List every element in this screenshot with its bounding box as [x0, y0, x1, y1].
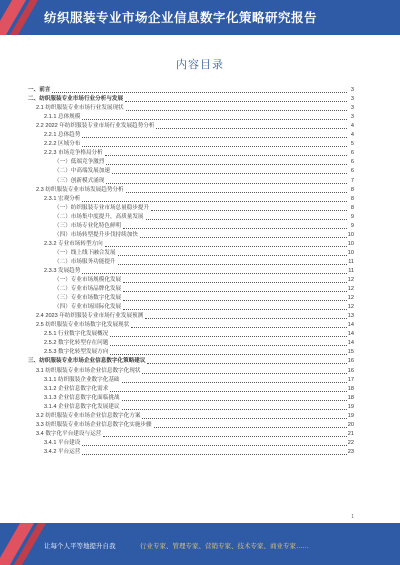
toc-entry-page: 3 — [350, 96, 354, 103]
toc-leader-dots — [106, 182, 347, 184]
toc-entry[interactable] — [28, 285, 354, 294]
toc-entry-page: 17 — [347, 376, 354, 383]
toc-entry[interactable] — [28, 176, 354, 185]
toc-entry[interactable] — [28, 366, 354, 375]
toc-entry-label: （三）市场专业化特色鲜明 — [54, 222, 122, 229]
toc-entry-label: 2.2 2022 年纺织服装专业市场行业发展趋势分析 — [36, 123, 155, 130]
toc-leader-dots — [82, 272, 347, 274]
toc-entry-label: 2.2.2 区域分布 — [44, 141, 81, 148]
toc-leader-dots — [82, 444, 346, 446]
toc-entry-label: 二、纺织服装专业市场行业分析与发展 — [28, 96, 124, 103]
toc-entry-label: （一）线上线下融合发展 — [54, 249, 116, 256]
toc-leader-dots — [82, 136, 347, 138]
toc-entry[interactable] — [28, 204, 354, 213]
toc-entry-page: 12 — [347, 295, 354, 302]
toc-leader-dots — [126, 109, 347, 111]
toc-entry-page: 12 — [347, 277, 354, 284]
toc-entry-label: 2.3 纺织服装专业市场发展趋势分析 — [36, 186, 124, 193]
toc-entry-label: （二）中高端发展加速 — [54, 168, 110, 175]
toc-entry[interactable] — [28, 167, 354, 176]
toc-leader-dots — [110, 335, 346, 337]
toc-entry[interactable] — [28, 448, 354, 457]
toc-entry-label: 2.1 纺织服装专业市场行业发展现状 — [36, 105, 124, 112]
toc-entry-page: 18 — [347, 394, 354, 401]
toc-entry-label: （一）专业市场规模化发展 — [54, 277, 122, 284]
toc-leader-dots — [122, 408, 347, 410]
toc-entry-page: 14 — [347, 340, 354, 347]
toc-leader-dots — [52, 91, 347, 93]
toc-entry-label: （一）低端竞争激烈 — [54, 159, 105, 166]
toc-entry-label: 3.4.2 平台运营 — [44, 448, 81, 455]
toc-entry-page: 3 — [350, 87, 354, 94]
toc-entry[interactable] — [28, 421, 354, 430]
toc-entry[interactable] — [28, 294, 354, 303]
toc-entry[interactable] — [28, 312, 354, 321]
toc-entry-page: 3 — [350, 105, 354, 112]
toc-leader-dots — [82, 145, 347, 147]
toc-entry[interactable] — [28, 240, 354, 249]
toc-entry-label: （二）专业市场品牌化发展 — [54, 286, 122, 293]
toc-leader-dots — [82, 200, 347, 202]
toc-entry[interactable] — [28, 321, 354, 330]
toc-entry-page: 8 — [350, 204, 354, 211]
toc-leader-dots — [151, 209, 347, 211]
toc-leader-dots — [142, 417, 346, 419]
toc-entry-page: 11 — [348, 258, 354, 265]
toc-entry[interactable] — [28, 140, 354, 149]
toc-entry[interactable] — [28, 385, 354, 394]
toc-entry[interactable] — [28, 195, 354, 204]
toc-entry-page: 20 — [347, 421, 354, 428]
toc-entry-label: 3.1.1 纺织服装企业数字化基础 — [44, 376, 120, 383]
toc-leader-dots — [123, 281, 347, 283]
toc-entry-label: （四）专业市场国际化发展 — [54, 304, 122, 311]
toc-entry-page: 15 — [347, 349, 354, 356]
toc-leader-dots — [105, 245, 347, 247]
toc-entry[interactable] — [28, 339, 354, 348]
toc-entry-page: 3 — [350, 114, 354, 121]
toc-entry-label: （三）专业市场数字化发展 — [54, 295, 122, 302]
toc-leader-dots — [122, 399, 347, 401]
toc-leader-dots — [123, 227, 347, 229]
toc-leader-dots — [110, 390, 346, 392]
toc-entry-label: 2.5.1 行业数字化发展概况 — [44, 331, 109, 338]
toc-entry[interactable] — [28, 186, 354, 195]
toc-entry[interactable] — [28, 149, 354, 158]
toc-entry-label: 2.3.2 专业市场转型方向 — [44, 240, 103, 247]
toc-leader-dots — [123, 290, 347, 292]
toc-entry[interactable] — [28, 357, 354, 366]
table-of-contents — [28, 86, 354, 457]
toc-leader-dots — [118, 263, 347, 265]
toc-heading: 内容目录 — [176, 59, 224, 71]
page-footer — [0, 523, 400, 565]
toc-leader-dots — [140, 236, 347, 238]
toc-entry-page: 10 — [347, 240, 354, 247]
toc-entry[interactable] — [28, 86, 354, 95]
toc-entry-page: 14 — [347, 331, 354, 338]
toc-entry[interactable] — [28, 104, 354, 113]
toc-entry-page: 8 — [350, 195, 354, 202]
toc-entry[interactable] — [28, 158, 354, 167]
toc-entry-label: （四）市场转型提升步伐持续加快 — [54, 231, 138, 238]
toc-entry-label: 2.2.1 总体趋势 — [44, 132, 81, 139]
toc-entry[interactable] — [28, 403, 354, 412]
toc-entry-label: 三、纺织服装专业市场企业信息数字化策略建议 — [28, 358, 146, 365]
toc-entry-label: 2.2.3 市场竞争格局分析 — [44, 150, 103, 157]
toc-leader-dots — [147, 362, 346, 364]
toc-entry-page: 6 — [350, 159, 354, 166]
toc-leader-dots — [156, 127, 347, 129]
toc-entry[interactable] — [28, 394, 354, 403]
toc-leader-dots — [82, 453, 346, 455]
toc-entry-label: （一）纺织服装专业市场总量稳步提升 — [54, 204, 150, 211]
toc-entry[interactable] — [28, 267, 354, 276]
toc-entry-page: 9 — [350, 213, 354, 220]
toc-entry[interactable] — [28, 113, 354, 122]
toc-leader-dots — [112, 172, 347, 174]
toc-entry[interactable] — [28, 122, 354, 131]
toc-entry-label: 3.4 数字化平台建设与运营 — [36, 430, 102, 437]
toc-entry-label: 2.1.1 总体规模 — [44, 114, 81, 121]
toc-entry-label: 3.1.4 企业信息数字化发展建议 — [44, 403, 120, 410]
toc-entry-label: 一、前言 — [28, 87, 51, 94]
toc-leader-dots — [122, 381, 347, 383]
toc-entry-page: 7 — [350, 177, 354, 184]
toc-entry-label: （二）市场集中度提升，高质量发展 — [54, 213, 144, 220]
toc-leader-dots — [105, 154, 347, 156]
toc-entry-label: 3.2 纺织服装专业市场企业信息数字化方案 — [36, 412, 141, 419]
toc-leader-dots — [131, 326, 347, 328]
page-header — [0, 0, 400, 35]
toc-entry-page: 21 — [347, 430, 354, 437]
toc-entry[interactable] — [28, 430, 354, 439]
toc-entry-page: 19 — [347, 412, 354, 419]
toc-entry-label: 3.1.2 企业信息数字化需求 — [44, 385, 109, 392]
toc-entry-label: （三）创新模式涌现 — [54, 177, 105, 184]
toc-entry[interactable] — [28, 249, 354, 258]
toc-entry[interactable] — [28, 222, 354, 231]
toc-entry[interactable] — [28, 439, 354, 448]
toc-entry[interactable] — [28, 348, 354, 357]
toc-entry-page: 22 — [347, 439, 354, 446]
toc-leader-dots — [126, 191, 347, 193]
toc-entry[interactable] — [28, 303, 354, 312]
toc-entry-label: 2.5 纺织服装专业市场数字化发展现状 — [36, 322, 130, 329]
toc-leader-dots — [142, 372, 346, 374]
page-number: 1 — [351, 514, 354, 520]
toc-entry-page: 14 — [347, 322, 354, 329]
toc-leader-dots — [103, 435, 346, 437]
toc-entry-page: 5 — [350, 141, 354, 148]
toc-entry[interactable] — [28, 95, 354, 104]
toc-leader-dots — [125, 100, 347, 102]
toc-entry[interactable] — [28, 276, 354, 285]
toc-entry-page: 16 — [347, 358, 354, 365]
toc-entry[interactable] — [28, 258, 354, 267]
toc-entry[interactable] — [28, 376, 354, 385]
toc-entry-page: 4 — [350, 132, 354, 139]
footer-tags: 行业专家、管理专家、营销专家、技术专家、商业专家…… — [140, 543, 309, 550]
toc-entry-label: 3.1.3 企业信息数字化面临挑战 — [44, 394, 120, 401]
toc-leader-dots — [110, 353, 346, 355]
toc-entry-label: 3.4.1 平台建设 — [44, 439, 81, 446]
toc-leader-dots — [154, 426, 347, 428]
toc-entry-label: 2.4 2023 年纺织服装专业市场行业发展预测 — [36, 313, 144, 320]
toc-entry-page: 12 — [347, 304, 354, 311]
toc-entry-page: 6 — [350, 168, 354, 175]
toc-entry-page: 6 — [350, 150, 354, 157]
toc-entry-page: 11 — [348, 267, 354, 274]
toc-entry-label: 3.3 纺织服装专业市场企业信息数字化实施步骤 — [36, 421, 152, 428]
toc-entry-label: 2.3.1 宏观分析 — [44, 195, 81, 202]
toc-entry-page: 13 — [347, 313, 354, 320]
toc-leader-dots — [123, 299, 347, 301]
footer-slogan: 让每个人平等地提升自我 — [44, 543, 116, 550]
toc-entry[interactable] — [28, 131, 354, 140]
toc-entry-page: 16 — [347, 367, 354, 374]
toc-entry-label: 2.3.3 发展趋势 — [44, 267, 81, 274]
toc-entry-page: 4 — [350, 123, 354, 130]
toc-entry-page: 23 — [347, 448, 354, 455]
toc-entry[interactable] — [28, 412, 354, 421]
toc-entry-page: 10 — [347, 249, 354, 256]
toc-entry-label: 2.5.2 数字化转型存在问题 — [44, 340, 109, 347]
toc-entry-page: 9 — [350, 222, 354, 229]
toc-leader-dots — [110, 344, 346, 346]
toc-entry-label: （二）市场服务功能提升 — [54, 258, 116, 265]
toc-entry[interactable] — [28, 330, 354, 339]
toc-entry-page: 10 — [347, 231, 354, 238]
toc-entry-page: 18 — [347, 385, 354, 392]
toc-entry-page: 8 — [350, 186, 354, 193]
toc-leader-dots — [106, 163, 347, 165]
toc-entry-label: 3.1 纺织服装专业市场企业信息数字化现状 — [36, 367, 141, 374]
toc-entry-page: 12 — [347, 286, 354, 293]
toc-entry[interactable] — [28, 231, 354, 240]
toc-leader-dots — [82, 118, 347, 120]
toc-leader-dots — [146, 218, 347, 220]
toc-entry-page: 19 — [347, 403, 354, 410]
toc-entry[interactable] — [28, 213, 354, 222]
toc-entry-label: 2.5.3 数字化转型发展方向 — [44, 349, 109, 356]
report-title: 纺织服装专业市场企业信息数字化策略研究报告 — [44, 11, 318, 25]
toc-leader-dots — [118, 254, 347, 256]
toc-leader-dots — [123, 308, 347, 310]
toc-leader-dots — [145, 317, 347, 319]
